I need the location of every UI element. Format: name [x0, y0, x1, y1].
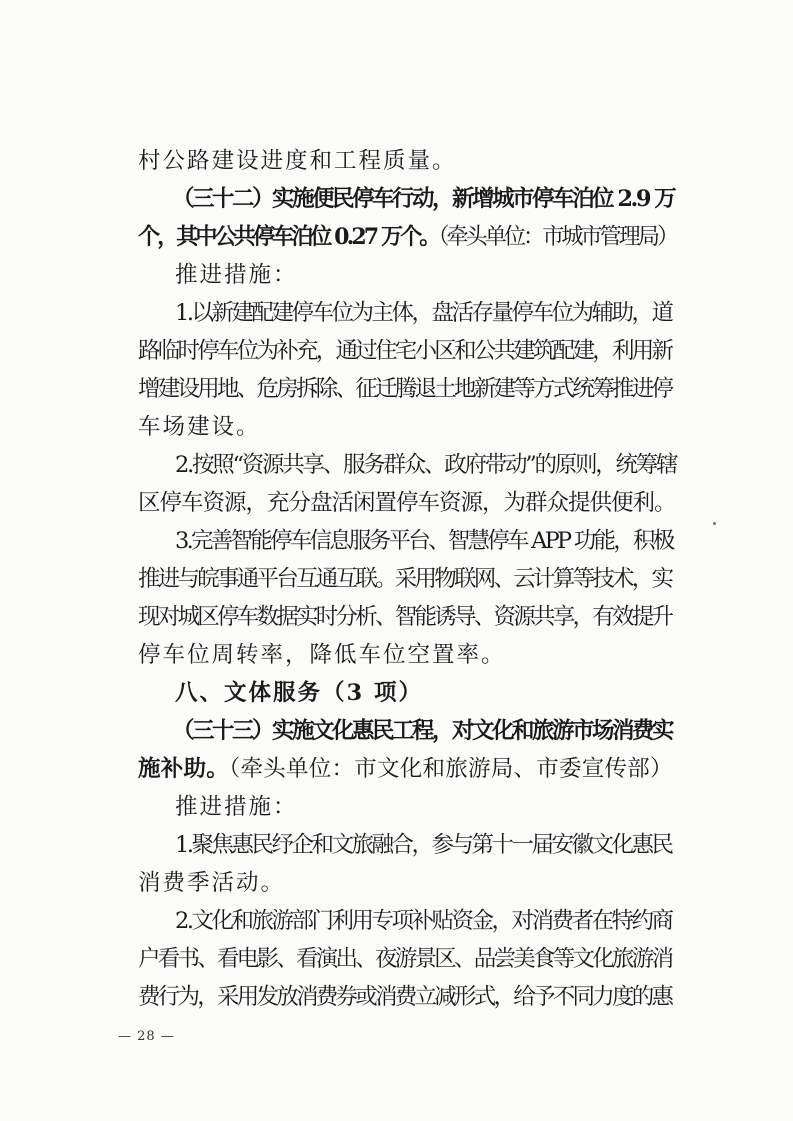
text-line: 停车位周转率，降低车位空置率。 [138, 642, 506, 668]
text-line: 现对城区停车数据实时分析、智能诱导、资源共享，有效提升 [138, 604, 672, 630]
section-heading-32-cont [138, 226, 676, 249]
text-line: 推进与皖事通平台互通互联。采用物联网、云计算等技术，实 [138, 566, 672, 592]
scan-speck [713, 522, 716, 525]
text-line: 2.文化和旅游部门利用专项补贴资金，对消费者在特约商 [175, 908, 672, 934]
section-heading-32: （三十二）实施便民停车行动，新增城市停车泊位 2.9 万 [172, 186, 675, 212]
page-number: — 28 — [118, 1029, 175, 1044]
text-line: 1.聚焦惠民纾企和文旅融合，参与第十一届安徽文化惠民 [175, 832, 672, 858]
measures-label: 推进措施： [175, 262, 298, 288]
text-line: 1.以新建配建停车位为主体，盘活存量停车位为辅助，道 [175, 300, 672, 326]
section-heading-32-text: 个，其中公共停车泊位 0.27 万个。 [138, 224, 439, 250]
text-line: 费行为，采用发放消费券或消费立减形式，给予不同力度的惠 [138, 984, 672, 1010]
text-line: 区停车资源，充分盘活闲置停车资源，为群众提供便利。 [138, 490, 676, 516]
text-line: 村公路建设进度和工程质量。 [138, 148, 457, 174]
chapter-heading: 八、文体服务（3 项） [175, 680, 423, 706]
section-heading-33-cont [138, 758, 673, 781]
text-line: 2.按照“资源共享、服务群众、政府带动”的原则，统筹辖 [175, 452, 677, 478]
text-line: 增建设用地、危房拆除、征迁腾退土地新建等方式统筹推进停 [138, 376, 672, 402]
lead-unit-33: （牵头单位：市文化和旅游局、市委宣传部） [229, 756, 673, 782]
text-line: 车场建设。 [138, 414, 261, 440]
text-line: 户看书、看电影、看演出、夜游景区、品尝美食等文化旅游消 [138, 946, 672, 972]
text-line: 消费季活动。 [138, 870, 286, 896]
section-heading-33: （三十三）实施文化惠民工程，对文化和旅游市场消费实 [172, 718, 673, 744]
text-line: 路临时停车位为补充，通过住宅小区和公共建筑配建，利用新 [138, 338, 672, 364]
text-line: 3.完善智能停车信息服务平台、智慧停车 APP 功能，积极 [175, 528, 673, 554]
measures-label: 推进措施： [175, 794, 298, 820]
lead-unit-32: （牵头单位：市城市管理局） [438, 224, 677, 250]
section-heading-33-text: 施补助。 [138, 756, 230, 782]
